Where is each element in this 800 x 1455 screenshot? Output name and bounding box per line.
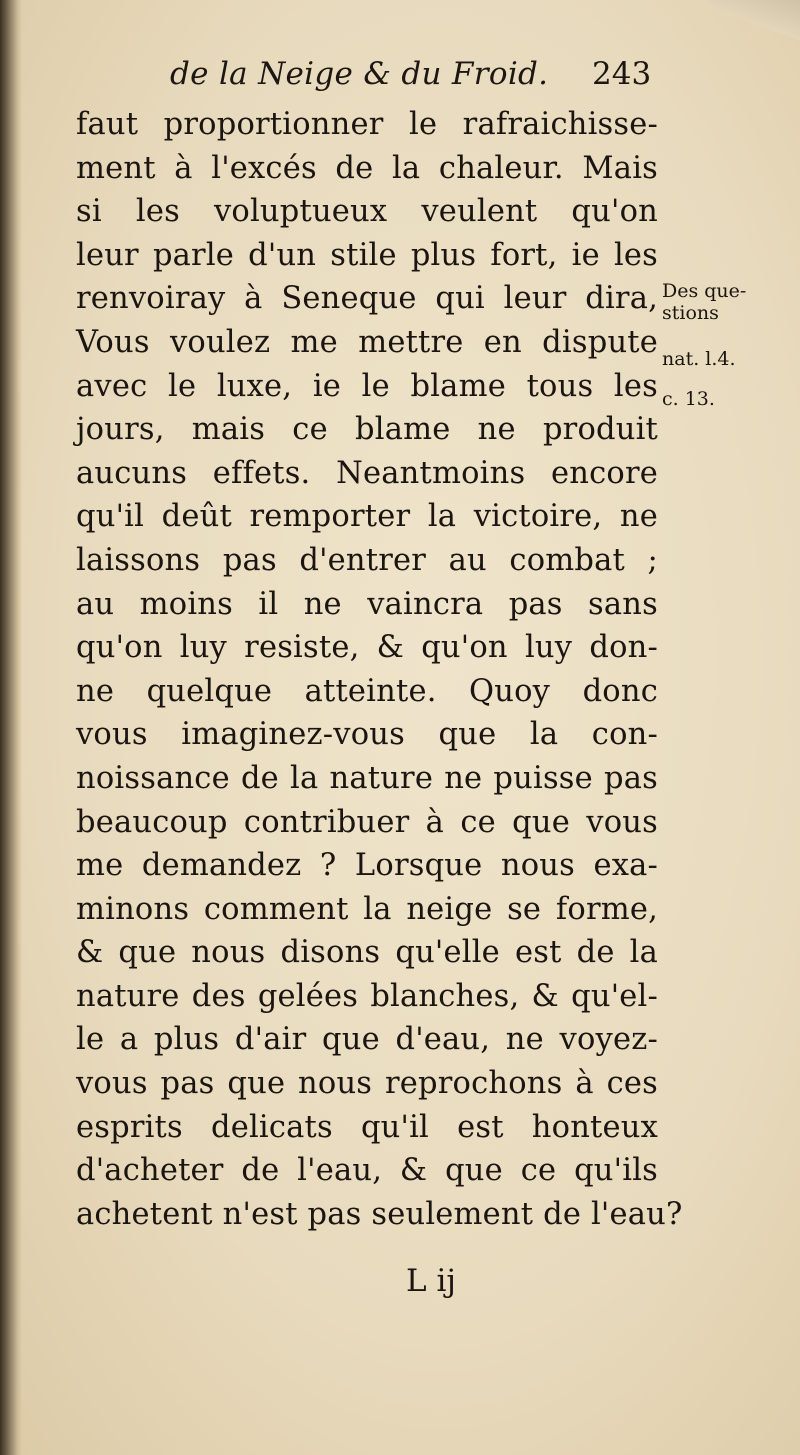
signature-mark: L ij [406, 1263, 456, 1299]
text-line: & que nous disons qu'elle est de la [76, 935, 658, 971]
text-line: Vous voulez me mettre en dispute [76, 324, 658, 360]
text-line: vous pas que nous reprochons à ces [76, 1066, 658, 1102]
text-line: aucuns effets. Neantmoins encore [76, 455, 658, 491]
binding-gutter [0, 0, 22, 1455]
text-line: qu'il deût remporter la victoire, ne [76, 499, 658, 535]
text-line: vous imaginez-vous que la con- [76, 717, 658, 753]
text-line: laissons pas d'entrer au combat ; [76, 542, 658, 578]
margin-note-line: stions [662, 302, 719, 324]
text-line: si les voluptueux veulent qu'on [76, 194, 658, 230]
text-line: esprits delicats qu'il est honteux [76, 1109, 658, 1145]
text-line: qu'on luy resiste, & qu'on luy don- [76, 630, 658, 666]
text-line: ment à l'excés de la chaleur. Mais [76, 150, 658, 186]
text-line: au moins il ne vaincra pas sans [76, 586, 658, 622]
page-number: 243 [592, 56, 652, 92]
text-line: achetent n'est pas seulement de l'eau? [76, 1196, 683, 1232]
page-header [160, 52, 660, 102]
page-corner [710, 0, 800, 40]
margin-note-line: c. 13. [662, 388, 715, 410]
running-title: de la Neige & du Froid. [170, 56, 549, 92]
text-line: beaucoup contribuer à ce que vous [76, 804, 658, 840]
text-line: nature des gelées blanches, & qu'el- [76, 978, 658, 1014]
text-line: me demandez ? Lorsque nous exa- [76, 848, 658, 884]
text-line: jours, mais ce blame ne produit [76, 412, 658, 448]
text-line: noissance de la nature ne puisse pas [76, 760, 658, 796]
text-line: avec le luxe, ie le blame tous les [76, 368, 658, 404]
text-line: faut proportionner le rafraichisse- [76, 107, 658, 142]
margin-note-line: nat. l.4. [662, 348, 736, 370]
body-text [76, 103, 683, 1236]
text-line: leur parle d'un stile plus fort, ie les [76, 237, 658, 273]
margin-note [662, 280, 782, 410]
text-line: renvoiray à Seneque qui leur dira, [76, 281, 658, 317]
margin-note-line: Des que- [662, 280, 747, 302]
text-line: minons comment la neige se forme, [76, 891, 658, 927]
text-line: d'acheter de l'eau, & que ce qu'ils [76, 1153, 658, 1189]
text-line: ne quelque atteinte. Quoy donc [76, 673, 658, 709]
text-line: le a plus d'air que d'eau, ne voyez- [76, 1022, 658, 1058]
